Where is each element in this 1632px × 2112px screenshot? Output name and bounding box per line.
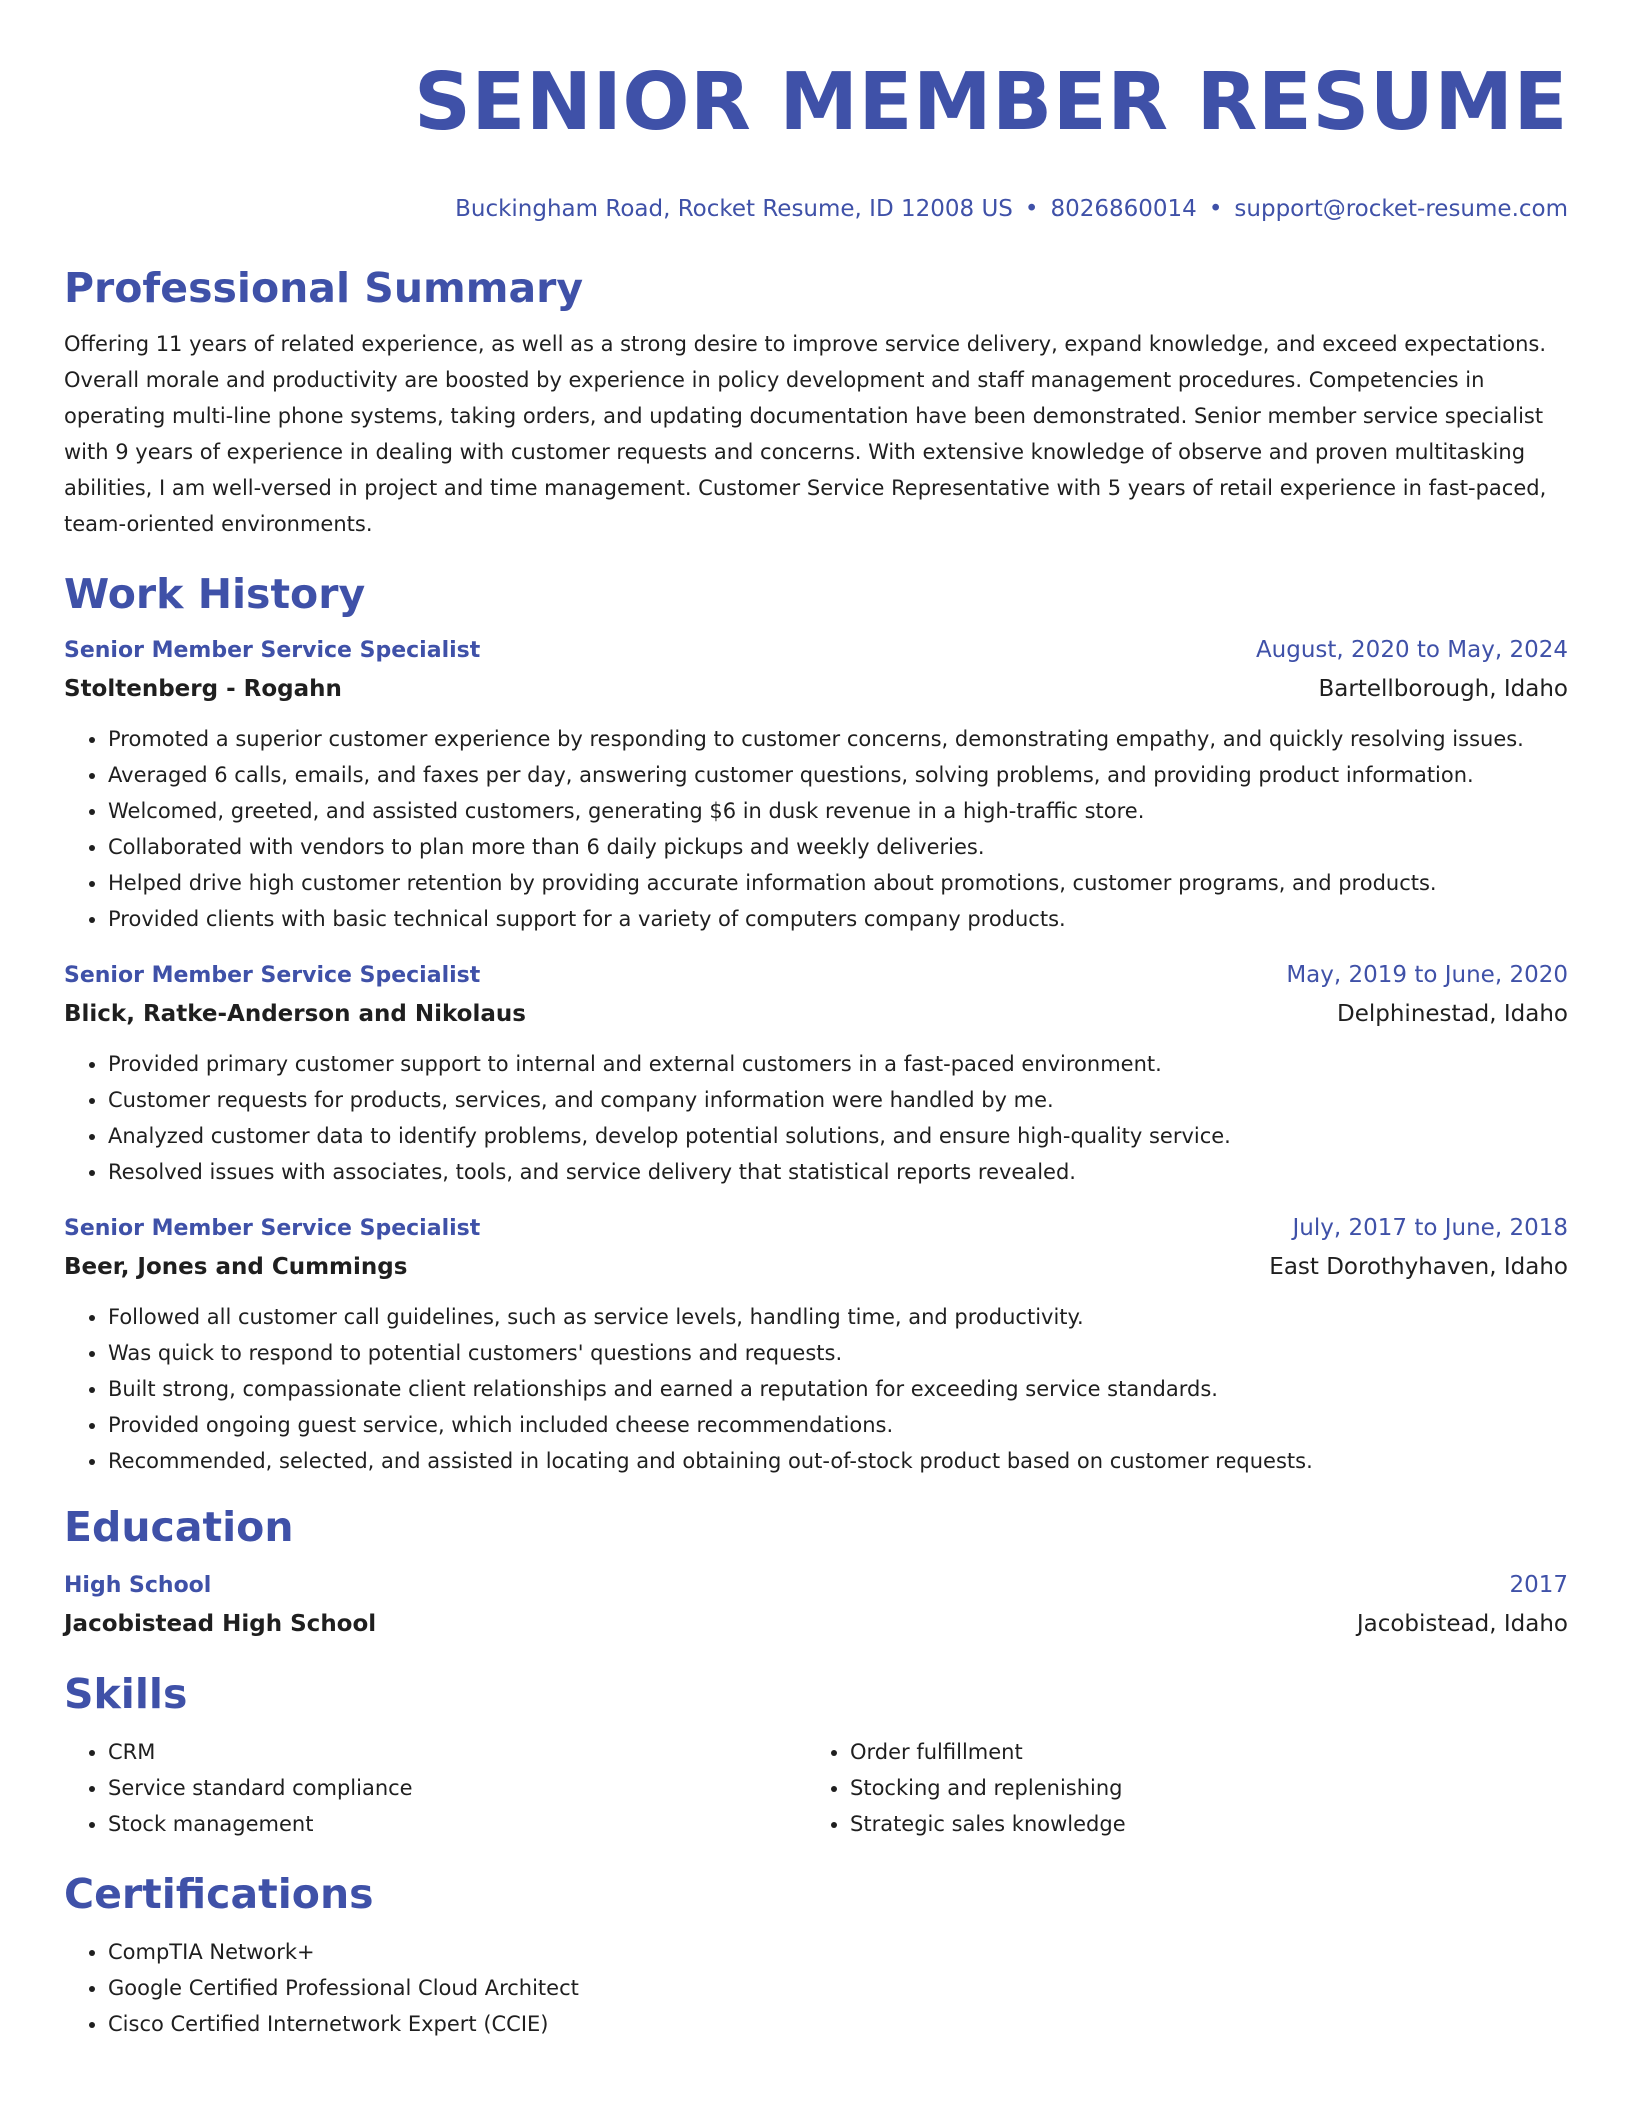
- contact-address: Buckingham Road, Rocket Resume, ID 12008 US: [455, 196, 1013, 222]
- job-bullet: • Collaborated with vendors to plan more than 6 daily pickups and weekly deliveries.: [108, 829, 1568, 865]
- contact-separator: •: [1208, 196, 1223, 222]
- job-bullet: • Helped drive high customer retention by providing accurate information about promotions, customer programs, and products.: [108, 865, 1568, 901]
- skill-item: • Stock management: [108, 1806, 806, 1842]
- skill-item: • Order fulfillment: [850, 1734, 1548, 1770]
- education-location: Jacobistead, Idaho: [1356, 1611, 1568, 1637]
- job-dates: July, 2017 to June, 2018: [1292, 1215, 1568, 1241]
- job-entry: [64, 634, 1568, 937]
- job-bullet: • Built strong, compassionate client relationships and earned a reputation for exceeding service standards.: [108, 1371, 1568, 1407]
- job-bullet: • Customer requests for products, services, and company information were handled by me.: [108, 1082, 1568, 1118]
- job-title: Senior Member Service Specialist: [64, 963, 481, 988]
- job-location: East Dorothyhaven, Idaho: [1269, 1254, 1568, 1280]
- certification-list: [64, 1934, 1568, 2042]
- job-bullet: • Provided ongoing guest service, which included cheese recommendations.: [108, 1407, 1568, 1443]
- skill-item: • Service standard compliance: [108, 1770, 806, 1806]
- job-company: Beer, Jones and Cummings: [64, 1254, 408, 1280]
- skill-item: • CRM: [108, 1734, 806, 1770]
- job-title: Senior Member Service Specialist: [64, 1216, 481, 1241]
- job-bullet: • Recommended, selected, and assisted in locating and obtaining out-of-stock product based on customer requests.: [108, 1443, 1568, 1479]
- certification-item: • CompTIA Network+: [108, 1934, 1568, 1970]
- job-dates: May, 2019 to June, 2020: [1286, 962, 1568, 988]
- job-entry: [64, 1212, 1568, 1479]
- job-title: Senior Member Service Specialist: [64, 638, 481, 663]
- education-year: 2017: [1509, 1572, 1568, 1598]
- section-title-certifications: Certifications: [64, 1870, 374, 1918]
- education-degree: High School: [64, 1573, 212, 1598]
- contact-email: support@rocket-resume.com: [1234, 196, 1568, 222]
- skill-item: • Stocking and replenishing: [850, 1770, 1548, 1806]
- job-bullet: • Promoted a superior customer experience by responding to customer concerns, demonstrating empathy, and quickly resolving issues.: [108, 721, 1568, 757]
- job-company: Blick, Ratke-Anderson and Nikolaus: [64, 1001, 526, 1027]
- job-entry: [64, 959, 1568, 1190]
- job-bullet: • Welcomed, greeted, and assisted customers, generating $6 in dusk revenue in a high-traffic store.: [108, 793, 1568, 829]
- skills-grid: [64, 1734, 1568, 1842]
- job-company: Stoltenberg - Rogahn: [64, 676, 342, 702]
- job-bullet: • Averaged 6 calls, emails, and faxes per day, answering customer questions, solving problems, and providing product information.: [108, 757, 1568, 793]
- job-bullet: • Provided primary customer support to internal and external customers in a fast-paced environment.: [108, 1046, 1568, 1082]
- skill-item: • Strategic sales knowledge: [850, 1806, 1548, 1842]
- job-location: Bartellborough, Idaho: [1318, 676, 1568, 702]
- contact-line: [64, 194, 1568, 224]
- job-bullets: [64, 1046, 1568, 1190]
- job-bullet: • Resolved issues with associates, tools, and service delivery that statistical reports revealed.: [108, 1154, 1568, 1190]
- section-title-summary: Professional Summary: [64, 264, 584, 312]
- summary-text: Offering 11 years of related experience, as well as a strong desire to improve service delivery, expand knowledge, and exceed expectations. Overall morale and productivity are boosted by experience in policy development and staff management procedures. Competencies in operating multi-line phone systems, taking orders, and updating documentation have been demonstrated. Senior member service specialist with 9 years of experience in dealing with customer requests and concerns. With extensive knowledge of observe and proven multitasking abilities, I am well-versed in project and time management. Customer Service Representative with 5 years of retail experience in fast-paced, team-oriented environments.: [64, 332, 1547, 536]
- section-title-skills: Skills: [64, 1670, 188, 1718]
- education-school: Jacobistead High School: [64, 1611, 377, 1637]
- certification-item: • Cisco Certified Internetwork Expert (CCIE): [108, 2006, 1568, 2042]
- job-dates: August, 2020 to May, 2024: [1255, 637, 1568, 663]
- education-entry: [64, 1569, 1568, 1642]
- job-bullet: • Provided clients with basic technical support for a variety of computers company products.: [108, 901, 1568, 937]
- section-title-education: Education: [64, 1503, 294, 1551]
- resume-name: SENIOR MEMBER RESUME: [414, 56, 1568, 148]
- skills-column-right: [806, 1734, 1548, 1842]
- skills-column-left: [64, 1734, 806, 1842]
- job-bullet: • Was quick to respond to potential customers' questions and requests.: [108, 1335, 1568, 1371]
- contact-separator: •: [1024, 196, 1039, 222]
- job-bullet: • Analyzed customer data to identify problems, develop potential solutions, and ensure high-quality service.: [108, 1118, 1568, 1154]
- job-bullet: • Followed all customer call guidelines, such as service levels, handling time, and productivity.: [108, 1299, 1568, 1335]
- contact-phone: 8026860014: [1050, 196, 1197, 222]
- job-bullets: [64, 721, 1568, 937]
- certification-item: • Google Certified Professional Cloud Architect: [108, 1970, 1568, 2006]
- job-bullets: [64, 1299, 1568, 1479]
- job-location: Delphinestad, Idaho: [1337, 1001, 1568, 1027]
- section-title-work-history: Work History: [64, 570, 366, 618]
